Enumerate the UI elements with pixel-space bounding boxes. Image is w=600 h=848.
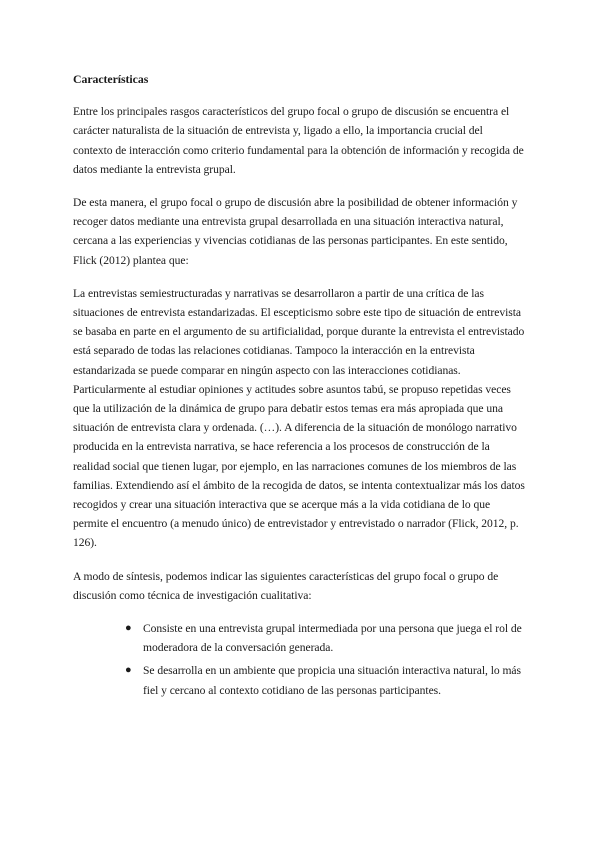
list-item [125, 661, 525, 699]
paragraph-intro: Entre los principales rasgos característicos del grupo focal o grupo de discusión se encuentra el carácter naturalista de la situación de entrevista y, ligado a ello, la importancia crucial del contexto de interacción como criterio fundamental para la obtención de información y recogida de datos mediante la entrevista grupal. [73, 105, 524, 176]
list-item-text: Se desarrolla en un ambiente que propicia una situación interactiva natural, lo más fiel y cercano al contexto cotidiano de las personas participantes. [143, 664, 521, 697]
paragraph-summary: A modo de síntesis, podemos indicar las siguientes características del grupo focal o grupo de discusión como técnica de investigación cualitativa: [73, 569, 499, 602]
paragraph-focus-group: De esta manera, el grupo focal o grupo de discusión abre la posibilidad de obtener información y recoger datos mediante una entrevista grupal desarrollada en una situación interactiva natural, cercana a las experiencias y vivencias cotidianas de las personas participantes. En este sentido, Flick (2012) plantea que: [73, 196, 518, 267]
document-page [73, 70, 525, 704]
section-heading: Características [73, 72, 149, 86]
bullet-icon: ● [125, 622, 132, 635]
characteristics-list [73, 619, 525, 700]
bullet-icon: ● [125, 664, 132, 677]
list-item [125, 619, 525, 657]
list-item-text: Consiste en una entrevista grupal intermediada por una persona que juega el rol de moderadora de la conversación generada. [143, 622, 522, 655]
paragraph-flick-quote: La entrevistas semiestructuradas y narrativas se desarrollaron a partir de una crítica de las situaciones de entrevista estandarizadas. El escepticismo sobre este tipo de situación de entrevista se basaba en parte en el argumento de su artificialidad, porque durante la entrevista el entrevistado está separado de todas las relaciones cotidianas. Tampoco la interacción en la entrevista estandarizada se puede comparar en ningún aspecto con las interacciones cotidianas. Particularmente al estudiar opiniones y actitudes sobre asuntos tabú, se propuso repetidas veces que la utilización de la dinámica de grupo para debatir estos temas era más apropiada que una situación de entrevista clara y ordenada. (…). A diferencia de la situación de monólogo narrativo producida en la entrevista narrativa, se hace referencia a los procesos de construcción de la realidad social que tienen lugar, por ejemplo, en las narraciones comunes de los miembros de las familias. Extendiendo así el ámbito de la recogida de datos, se intenta contextualizar más los datos recogidos y crear una situación interactiva que se acerque más a la vida cotidiana de lo que permite el encuentro (a menudo único) de entrevistador y entrevistado o narrador (Flick, 2012, p. 126). [73, 286, 525, 550]
